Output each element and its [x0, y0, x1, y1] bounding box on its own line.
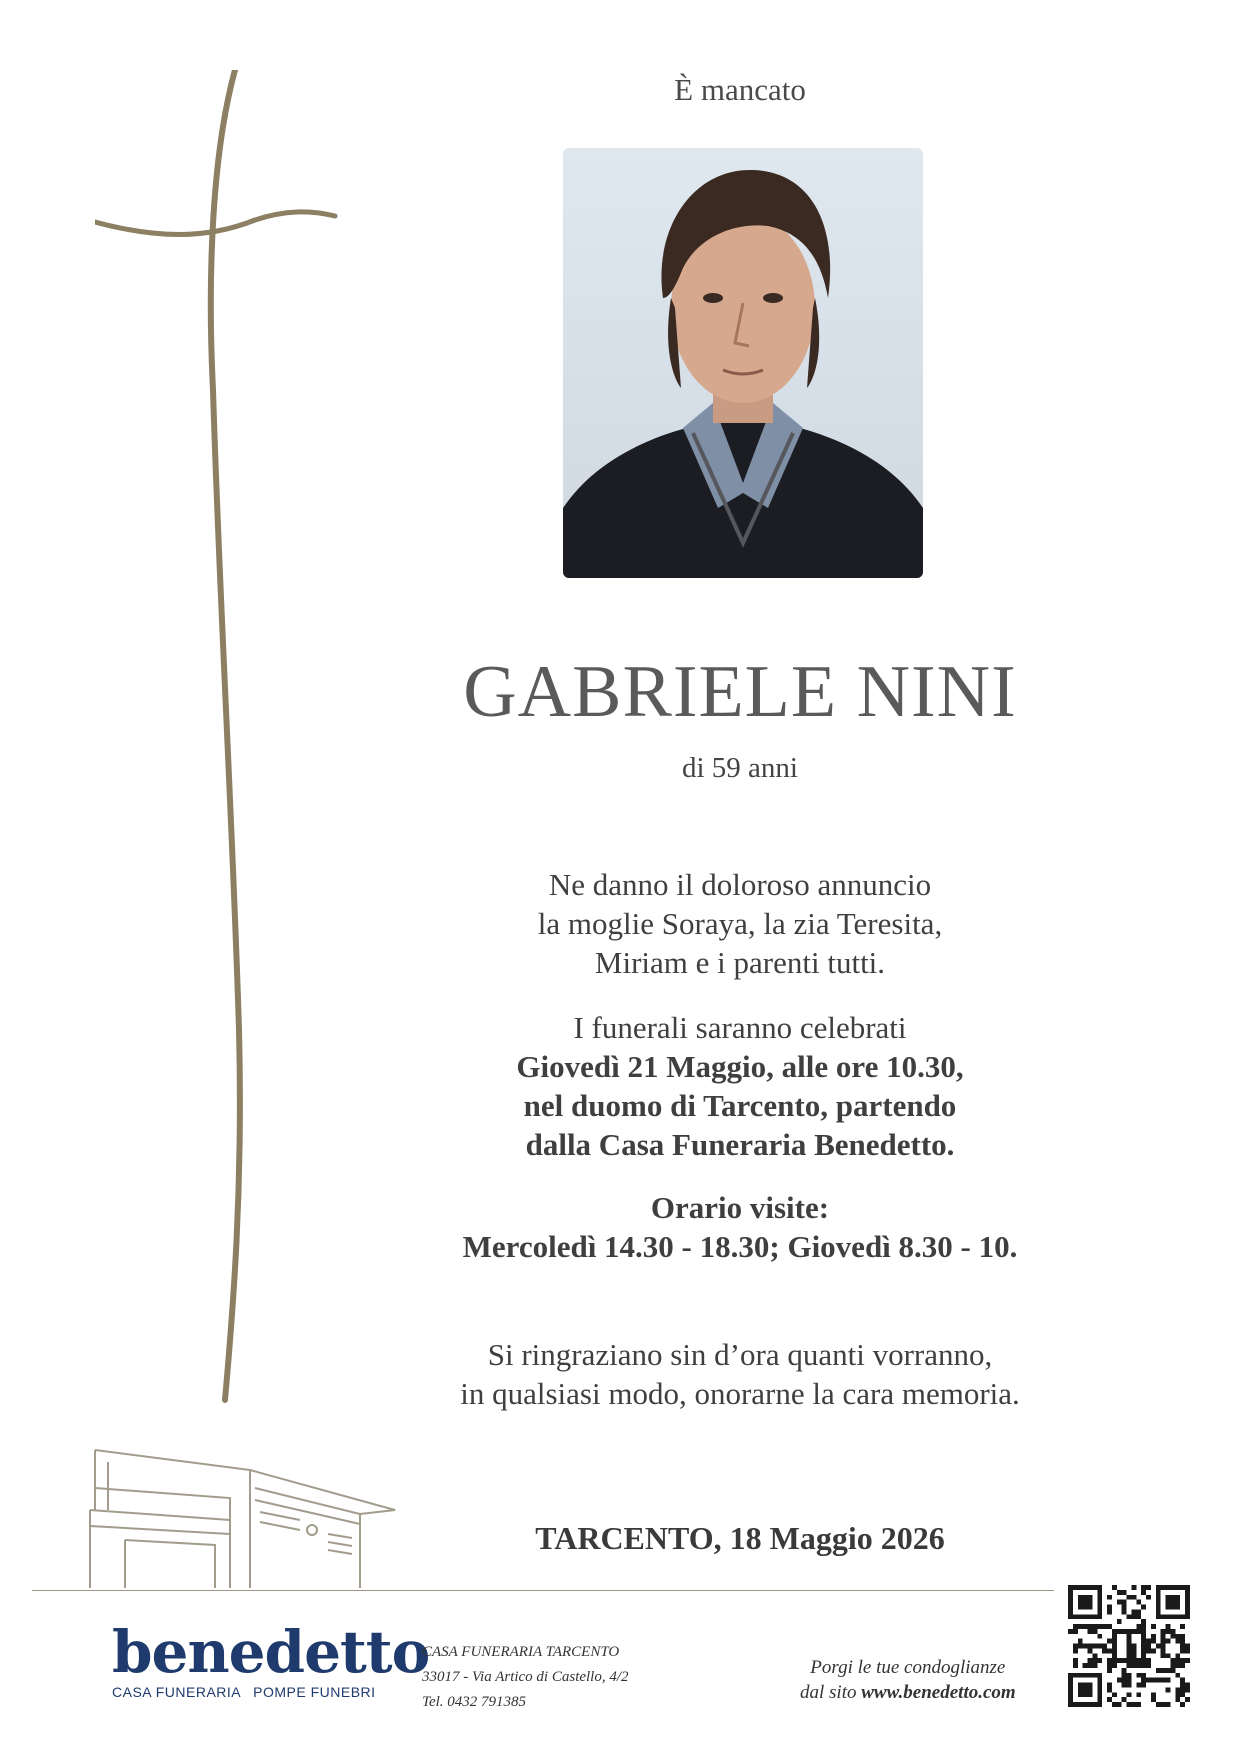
- announcement-line: Ne danno il doloroso annuncio: [548, 867, 932, 902]
- funeral-detail: dalla Casa Funeraria Benedetto.: [525, 1127, 955, 1162]
- address-line: Tel. 0432 791385: [422, 1694, 527, 1710]
- heading: È mancato: [674, 72, 806, 107]
- announcement-line: Miriam e i parenti tutti.: [594, 945, 886, 980]
- funeral-intro: I funerali saranno celebrati: [573, 1010, 907, 1045]
- visits-hours: Mercoledì 14.30 - 18.30; Giovedì 8.30 - 10.: [462, 1229, 1018, 1264]
- address-line: 33017 - Via Artico di Castello, 4/2: [422, 1669, 629, 1685]
- logo-sub-casa: CASA FUNERARIA: [112, 1684, 242, 1700]
- place-date: TARCENTO, 18 Maggio 2026: [535, 1520, 945, 1556]
- announcement-line: la moglie Soraya, la zia Teresita,: [537, 906, 943, 941]
- visiting-hours: [430, 1188, 1050, 1266]
- funeral-detail: Giovedì 21 Maggio, alle ore 10.30,: [516, 1049, 964, 1084]
- deceased-name: GABRIELE NINI: [463, 651, 1017, 733]
- thanks-line: Si ringraziano sin d’ora quanti vorranno,: [487, 1337, 993, 1372]
- thanks: [430, 1335, 1050, 1413]
- address-block: [422, 1640, 629, 1715]
- condolences-note: [800, 1655, 1016, 1705]
- benedetto-logo: [112, 1618, 430, 1700]
- condolences-line: Porgi le tue condoglianze: [810, 1657, 1006, 1678]
- funeral-info: [430, 1008, 1050, 1164]
- announcement: [430, 865, 1050, 982]
- building-illustration: [30, 1440, 410, 1590]
- deceased-age: di 59 anni: [682, 752, 798, 784]
- logo-wordmark: benedetto: [112, 1618, 430, 1686]
- qr-code[interactable]: [1068, 1585, 1190, 1707]
- logo-subtitle: [112, 1684, 376, 1700]
- visits-title: Orario visite:: [650, 1190, 830, 1225]
- condolences-prefix: dal sito: [800, 1682, 862, 1703]
- portrait-photo: [563, 148, 923, 578]
- thanks-line: in qualsiasi modo, onorarne la cara memoria.: [460, 1376, 1020, 1411]
- cross-icon: [95, 70, 355, 1410]
- logo-sub-pompe: POMPE FUNEBRI: [253, 1684, 376, 1700]
- funeral-detail: nel duomo di Tarcento, partendo: [523, 1088, 957, 1123]
- website-link[interactable]: www.benedetto.com: [861, 1682, 1016, 1703]
- divider: [32, 1590, 1054, 1591]
- address-line: CASA FUNERARIA TARCENTO: [422, 1644, 620, 1660]
